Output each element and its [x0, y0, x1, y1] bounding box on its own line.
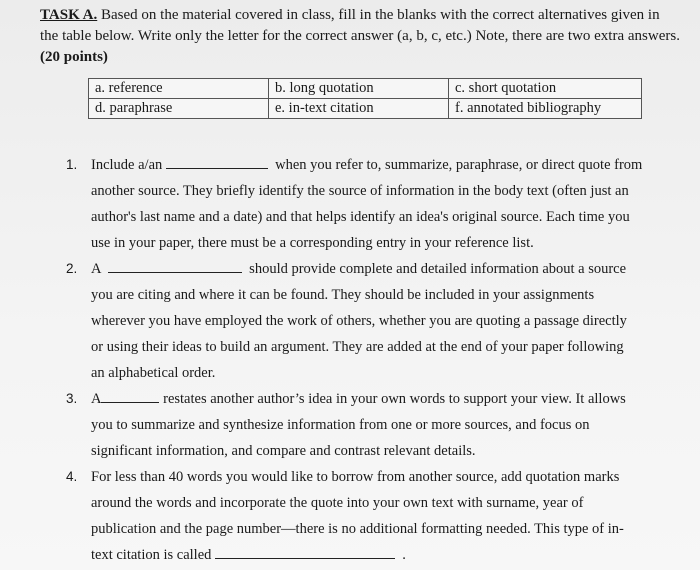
- text: A: [91, 391, 102, 407]
- option-a: a. reference: [89, 79, 269, 99]
- question-line: publication and the page number—there is no additional formatting needed. This type of in-: [91, 521, 624, 537]
- task-label: TASK A.: [40, 7, 98, 23]
- text: A: [91, 261, 101, 277]
- question-number: 2.: [66, 261, 78, 276]
- text: text citation is called: [91, 547, 212, 563]
- question-line: [91, 259, 626, 279]
- text: .: [402, 547, 406, 563]
- table-row: [89, 79, 642, 99]
- task-instructions: [40, 5, 680, 68]
- text: restates another author’s idea in your own words to support your view. It allows: [163, 391, 626, 407]
- question-line: around the words and incorporate the quote into your own text with surname, year of: [91, 495, 584, 511]
- answer-blank-2[interactable]: [108, 259, 242, 273]
- options-table: [88, 78, 642, 119]
- question-number: 4.: [66, 469, 78, 484]
- question-line: [91, 389, 626, 409]
- question-number: 3.: [66, 391, 78, 406]
- question-line: [91, 545, 406, 565]
- option-f: f. annotated bibliography: [449, 99, 642, 119]
- question-line: wherever you have employed the work of others, whether you are quoting a passage directly: [91, 313, 627, 329]
- question-line: or using their ideas to build an argument. They are added at the end of your paper following: [91, 339, 624, 355]
- answer-blank-1[interactable]: [166, 155, 268, 169]
- option-b: b. long quotation: [269, 79, 449, 99]
- answer-blank-4[interactable]: [215, 545, 395, 559]
- task-points: (20 points): [40, 49, 108, 65]
- question-line: significant information, and compare and contrast relevant details.: [91, 443, 476, 459]
- text: Include a/an: [91, 157, 163, 173]
- option-c: c. short quotation: [449, 79, 642, 99]
- option-e: e. in-text citation: [269, 99, 449, 119]
- question-number: 1.: [66, 157, 78, 172]
- text: when you refer to, summarize, paraphrase, or direct quote from: [275, 157, 643, 173]
- question-line: use in your paper, there must be a corresponding entry in your reference list.: [91, 235, 534, 251]
- answer-blank-3[interactable]: [101, 389, 159, 403]
- task-text: Based on the material covered in class, fill in the blanks with the correct alternatives given in the table below. Write only the letter for the correct answer (a, b, c, etc.) Note, there are two extra answers.: [40, 7, 680, 44]
- question-line: [91, 155, 642, 175]
- question-line: For less than 40 words you would like to borrow from another source, add quotation marks: [91, 469, 620, 485]
- question-line: author's last name and a date) and that helps identify an idea's original source. Each time you: [91, 209, 630, 225]
- option-d: d. paraphrase: [89, 99, 269, 119]
- question-line: you are citing and where it can be found. They should be included in your assignments: [91, 287, 595, 303]
- question-line: you to summarize and synthesize information from one or more sources, and focus on: [91, 417, 590, 433]
- table-row: [89, 99, 642, 119]
- text: should provide complete and detailed information about a source: [249, 261, 627, 277]
- question-line: another source. They briefly identify the source of information in the body text (often just an: [91, 183, 629, 199]
- question-line: an alphabetical order.: [91, 365, 216, 381]
